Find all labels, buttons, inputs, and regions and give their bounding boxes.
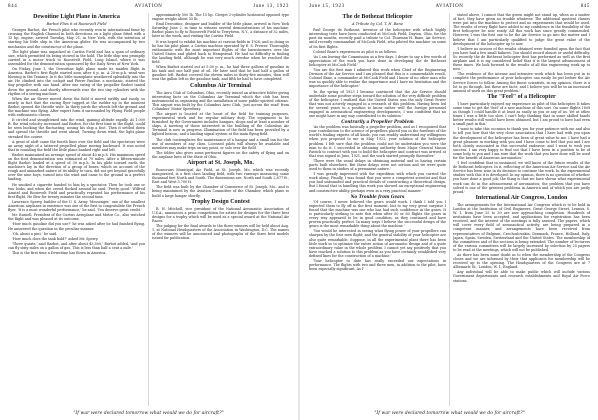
left-page-column-1 xyxy=(8,13,145,406)
column-divider xyxy=(148,13,149,406)
article-paragraph: On Friday, June 1, the Dewoitine light plane made its maiden flight in America. Barbot's first flight started soon after 6 p. m. A 20-m.p.h. wind was blowing in the Tenancy. In it the little monoplane weathered splendidly into the air. He climbed into the cockpit and Pierre Pauline, a mechanic, started the tiny propeller with one hand. After one swing of the propeller Barbot taxied down the ground, and shortly afterwards rose the two tiny cylinders with the rhythm of a sewing machine. xyxy=(8,67,145,96)
article-paragraph: The folder also gives some pertinent figures on the safety of flying and on the airplane laws of the State of Ohio. xyxy=(152,150,289,159)
right-page xyxy=(301,0,598,420)
article-paragraph: He smoked a cigarette handed to him by a spectator. Then he took one or two looks, and when the crowd flocked around he said: 'Pretty good.' Wilfred Amstel and Roosevelt Field and practically repeated his performance of his first flight. He flew for twenty minutes the second time. xyxy=(8,182,145,199)
article-paragraph: 'As the problem was basically a propeller problem, and as I recognized that your contribution to the science of propellers placed you in the forefront of the world's leading experts of all kinds, you can readily understand my willingness when you proposed to me in May, 1922, your solution of the helicopter problem. I felt sure that the problem could not be undertaken you were the man to do it. I succeeded in obtaining authority from Major General Mason Patrick to contract with you to build the helicopter and contract was arrived at that was signed in June, 1921, and the work started promptly thereafter.' xyxy=(309,125,446,158)
publication-name: AVIATION xyxy=(134,4,163,9)
article-paragraph: Paul George de Bothezat, inventor of the helicopter with which highly interesting tests have been conducted at McCook Field, Dayton, Ohio, for the past six months, recently paid a tribute to Col. Thurman H. Bane, Air Service, until recently commandant of McCook Field, who piloted the machine on some of its first flights. xyxy=(309,28,446,49)
article-heading: International Air Congress, London xyxy=(475,194,568,201)
left-page xyxy=(0,0,297,420)
page-number: 844 xyxy=(8,4,18,9)
article-subheading: Barbot Flies it at Roosevelt Field xyxy=(46,22,107,26)
article-paragraph: Rosecrans Municipal Air Field, at St. Joseph, Mo. which was recently inaugurated, is a first class landing field, with two runways measuring some thousand feet North and South. The dimensions are: North and South 2,877 ft., East and West 3,700 ft. xyxy=(152,168,289,185)
article-paragraph: The club contemplates the maintenance of a hangar and a small inn for the use of members of any class. Licensed pilots will always be available and members may make trips on any point, or solo over the field. xyxy=(152,137,289,150)
article-paragraph: Colonel Bane's experiences as pilot is as follows: xyxy=(313,49,397,54)
article-paragraph: This is the first time a Dewoitine has flown in America. xyxy=(12,250,107,255)
footer-quote: "If war were declared tomorrow what would we do for aircraft?" xyxy=(374,411,525,416)
article-paragraph: Any individual will be able to make public which will include various Government departments and research establishments and Royal Air Force stations. xyxy=(453,270,590,283)
article-paragraph: As there has been some doubt as to when the membership of the Congress closes and we are informed by their that applicants for membership will be received up to the opening. The Headquarters of the Congress are at 7 Albemarle St., London, W. 1, England. xyxy=(453,252,590,270)
article-paragraph: Barbot maintained an average speed of about 40 m.p.h. His maximum speed on the first demonstration was estimated at 70 miles. After a fifteen-minute flight Barbot landed at a speed of 30 m.p.h. In his glide toward earth the machine's lay in the direction of a group of boxes, which on account of the rough and unmarked nature of its ability to turn, did not get beyond gracefully over the nine boys, turned into the wind and came to the ground in a perfect landing. xyxy=(8,152,145,182)
left-page-column-2 xyxy=(152,13,289,406)
article-heading: The de Bothezat Helicopter xyxy=(342,14,413,20)
right-page-column-2 xyxy=(453,13,590,406)
article-heading: Trophy Design Contest xyxy=(191,198,250,205)
section-subheading: Contrarily a Propeller Problem xyxy=(341,119,414,125)
article-paragraph: 'The evidence of the intense and intensive work which has been put in to complete the performance of your helicopter can easily be put before the Air Service forces to follow. Among the finest scientists, in my opinion, there is a lot to go through, but these are facts, and I believe you will be in an increased amount of work on this great problem.' xyxy=(453,72,590,93)
column-divider xyxy=(449,13,450,406)
article-paragraph: When Barbot started out at 5:00 p. m., he had three gallons of gasoline in his tank and one half pint of oil. He later said that he had half a gallon of gasoline left. Barbot covered the eleven miles in thirty-five minutes, then still won the gallon left in the gasoline tank, and fifth he had to have completed. xyxy=(152,65,289,82)
article-paragraph: A great of aloft came the fourth lines over the field and the spectators were an array night of a tattered propelled plane moving backward. It was noted that in rounding the field the little plane banked right and left. xyxy=(8,139,145,152)
article-paragraph: 'I was greatly impressed with the expedition with which you carried the work along. Finally, I was found that you were a competent scientist and that you had unbounded and practical details of constructing a theoretical design. But I found that in handling this work you showed an exceptional engineering and constructive ability, perhaps even in a very practical manner.' xyxy=(309,172,446,193)
article-paragraph: It circled and straightened into the wind, gaining altitude rapidly. At 1,000 ft. the wind velocity increased and Barbot, for the first time in the flight, could be seen bucking the fluctuating, nosing his ship a foot. Then it settled down and spread the throttle and went ahead. Turning down wind, the light plane streaked the course. xyxy=(8,118,145,139)
article-heading: Airport at St. Joseph, Mo. xyxy=(187,160,254,166)
article-paragraph: 'You are the first man I admired this work when Chief of the Engineering Division of the Air Service and I am pleased that this is a commendable result, Colonel Bane, a commander at McCook Field and I know of no other man who was so quickly able to realize the importance and I have no hesitation and the importance of the helicopter.' xyxy=(309,68,446,89)
article-paragraph: 'As I am leaving the Commission as a few days, I desire to say a few words of appreciation of the work you have done in developing the de Bothezat helicopter at McCook Field.' xyxy=(309,54,446,67)
article-paragraph: 'I feel confident that in sustained, we will know of the future results of the de Bothezat helicopter. In it, reflecting of the American Air Service and the Air Service has been wise in its decision to continue the work. In the experimental studies with this it is developed. In my opinion, there is no question of whether you have done a good job; the thing is that we have shown what experimental work can do in the advancement of aeronautics; the problem that you have solved is one of the greatest problems in America and of which you are justly proud.' xyxy=(453,161,590,194)
article-paragraph: 'How much does the tank hold?' asked Mr. Sperry. xyxy=(12,236,99,241)
page-gutter xyxy=(298,0,300,420)
article-paragraph: 'How much gasoline did you use?' he was asked after he had finished flying. He answered the question in the peculiar manner. xyxy=(8,222,145,231)
article-paragraph: 'You would be interested in seeing what flying power of your propellers can sharpen by the four men flight; and the general stability of your helicopter are also quite remarkable. Suppose, in all the experimental plant there has been little work so to optimize the entire action of aeronautic design and of a quite extraordinary value in the whole problem. I cannot yet say positively that you have reached a solution to this problem as you have certainly established very defined lines for the construction of a machine.' xyxy=(309,229,446,258)
article-paragraph: The light plane was unpacked at Curtiss Field and has a span of ordinary size, which permitted its being stowed in the hold. The little ship was promptly carried in a motor truck to Roosevelt Field, Long Island, where it was assembled for the demonstration sponsored by the Daily News of New York. xyxy=(8,49,145,66)
right-running-head xyxy=(309,4,590,12)
article-paragraph: When the air flivver moved down the field it moved swiftly and easily, so nearly in fact that the racing flyer tugged at the rudder up to the moment Barbot opened the throttle wide. In thirty yards the wheels left the ground and the machine was flying. After expert form it surrounded by Flying Field people with enthusiastic cheers. xyxy=(8,96,145,118)
article-paragraph: The judging for the final awards to the three winners will be held about Aug. 1, at National Headquarters of the Association in Washington, D.C. The names of the winners will be announced and photographs of the three best models issued for publication. xyxy=(152,224,289,241)
issue-date: June 15, 1923 xyxy=(309,4,345,9)
page-number: 845 xyxy=(580,4,590,9)
article-paragraph: The Aero Club of Columbus, Ohio, recently issued an attractive folder giving interesting facts on the Columbus Air Terminal which the club has been instrumental in organizing and the installation of some public-spirited citizens. This airport was built by the Columbus Aero Club, 'just across the road' from Columbus' Motor Speedway. xyxy=(152,90,289,111)
section-subheading: No Trouble from Gears xyxy=(350,193,405,199)
article-paragraph: Emil Dewoitine, designer and builder of the little plane, arrived in New York Saturday, June 2, in time to witness several demonstrations of his machine. Barbot plans to fly to Roosevelt Field to Terrytown, N.Y., a distance of 32 miles, later in the week, and visiting the Curtiss Field. xyxy=(152,22,289,39)
article-paragraph: 'Of course, I never believed the gears would work. I think I told you I expected them to fly off in the first moment, but to my very great surprise I found that the machine was one who has had such confidence in the gears. It is particularly striking to note this when after 50 or 60 flights the gears in every way appeared to be in good condition, as they continued and have proven practically perfect. In many ways I believe the successful design of the gears is the most remarkable thing about the machine.' xyxy=(309,199,446,229)
article-paragraph: 'There were the usual delays in obtaining material and in having certain parts built elsewhere. But these delays were not serious and we were quite used to them in studies of a permanent nature.' xyxy=(309,158,446,172)
publication-name: AVIATION xyxy=(435,4,464,9)
article-heading: Columbus Air Terminal xyxy=(190,82,251,89)
article-paragraph: approximately 500 lb. The 15 hp. Clerget 2-cylinder horizontal opposed type engine weighs about 55 lb. xyxy=(152,13,289,22)
footer-quote: "If war were declared tomorrow what would we do for aircraft?" xyxy=(73,411,224,416)
article-heading: Dewoitine Light Plane in America xyxy=(33,14,120,20)
issue-date: June 13, 1923 xyxy=(253,4,289,9)
article-paragraph: It was hoped to exhibit his machine at various fields in 1926, and so doing so he has his pilot plane, a Curtiss machine operated by E. S. Prewer. Thoroughly enthusiastic with the most important flights of the barnstormers over the United States and glided back to Hempstead. He had no difficulty in finding the landing field, although he was very much overdue when he reached the field. xyxy=(152,39,289,65)
left-running-head xyxy=(8,4,289,12)
article-paragraph: 'Your helicopter to date has really exceeded our expectations in performance. The flights with two and three men, in addition to the pilot, have been especially significant. As I' xyxy=(309,258,446,272)
article-paragraph: 'In the spring of 1923 I became convinced that the Air Service should undertake some positive steps toward the solution of the very difficult problem of the helicopter. I realized that the United States was the only Great Power that was not actively engaged in a research of this problem. Having been led for several years to a position to know rather well the foreign personnel engaged in aeronautical engineering developments, I was confident that no one might have in any way contributed to its solution.' xyxy=(309,89,446,119)
article-paragraph: 'I believe no novices of the results obtained were founded upon the fact that you have had a few small failures. You should record almost or useful difficulty. So recently the de Bothezat helicopter first has performed as well as the first airplane and it is my considered belief that it is the largest advancement of these times. We look forward to the results of all this engineering work up to now.' xyxy=(453,46,590,72)
article-paragraph: 'I want to take this occasion to thank you for your patience with me and also to tell you how that the very close association that I have had with you upon the development of the helicopter has been of great value to me. I have had a great pleasure in working with you and I have come to feel that you and I are both closely associated in this successful endeavor, and I want to wish you success. I am very happy to find out that I have been in a position to be of some help to you and I am sure that the work that you have done will be used for the benefit of American Aeronautics.' xyxy=(453,127,590,160)
article-paragraph: The field was built by the Chamber of Commerce of St. Joseph, Mo., and is being maintained by the Aviation Committee of the Chamber, which plans to build a large hangar shortly. xyxy=(152,185,289,198)
article-paragraph: The airport is located at the heart of the field for training purposes, experimental work and for regular military duty. The equipment to be furnished by the Government includes hangars, shops and at least a number of ships. A meeting of those interested in the building of the Columbus Air Terminal is now in progress. Illumination of the field has been provided by a lighted beacon, and a landing signal system at the main flying field. xyxy=(152,111,289,137)
article-subheading: A Tribute by Col. T. H. Bane xyxy=(352,22,403,26)
article-paragraph: 'Three quarts,' said Barbot, and after about $3,500,' Barbot added, 'and you can fly sixty miles on a gallon of gas. This is less than half a cent a mile.' xyxy=(8,241,145,250)
article-paragraph: The arrangements for the International Air Congress which is to be held in London at the Institution of Civil Engineers, Great George Street, Lennox, S. W. 1, from June 25 to 30 are now approaching completion. Hundreds of invitations have been accepted, and applications for registration has been received, and the interest of the meetings is fully assured. The papers, which will cover every field of aeronautical activity, are being prepared in a competent manner, and arrangements have been received from representatives of Belgium, Czechoslovakia, Denmark, France, Holland, Italy, Japan, Spain, Sweden, Switzerland and the United States. The membership of the committees and of the sections is being extended. The number of lecturers of the various committees will be largely increased by selection by 25 papers to be read at the meetings, which will not be published. xyxy=(453,202,590,252)
right-page-column-1 xyxy=(309,13,446,406)
article-paragraph: 'Oh, about a pint,' he said. xyxy=(12,231,58,236)
article-heading: The "Feel" of a Helicopter xyxy=(487,93,556,100)
article-paragraph: stated above, I cannot that the green might not stand up, when as a matter of fact, they have given no trouble whatever. The additional quotient classes were put into the machine to protect and no experiments that would be used. The results of every flight have added to my confidence in the feasibility of the first helicopter be now ready. All this work has since greatly commended. However, I was the first one to be the Air Service to go into the matter and I believe that I am particularly qualified to judge the great value of the development of the helicopter up to now. xyxy=(453,13,590,46)
article-paragraph: Georges Barbot, the French pilot who recently won in international fame by crossing the English Channel in both directions on a light plane fitted with a 15 hp. engine, arrived Tuesday, May 21, in New York, with the intention of starting his little ship in the American glider. He was accompanied by two mechanics and the constructor of the plane. xyxy=(8,28,145,49)
article-paragraph: 'I have particularly enjoyed my experience as pilot of this helicopter. It takes some time to get the 'feel' of a new machine of this sort. On some flights I felt as though I could handle it at least as easily as you or any of us. Yet at other times I was a little too slow. I can't help thinking that in some skilled hands better results still would have been obtained, but I am proud to have had even a small part in this.' xyxy=(453,101,590,127)
article-paragraph: Lawrence Sperry, builder of the U. S. Army 'Messenger,' one of the smallest American airplanes in existence was one of the first to congratulate the French flyer. 'It is a most wonderful performance,' he said. 'You deserve great credit.' xyxy=(8,199,145,213)
article-paragraph: Mr. Russell, President of the Curtiss Aeroplane and Motor Co., also watched the flight and was pleased at its outcome. xyxy=(8,213,145,222)
article-paragraph: R. H. Mitchell, vice president of the National Aeronautic Association of U.S.A., announces a prize competition for artists for designs for the three best designs for a trophy which will be used as a special award at the National Air Races. xyxy=(152,206,289,223)
